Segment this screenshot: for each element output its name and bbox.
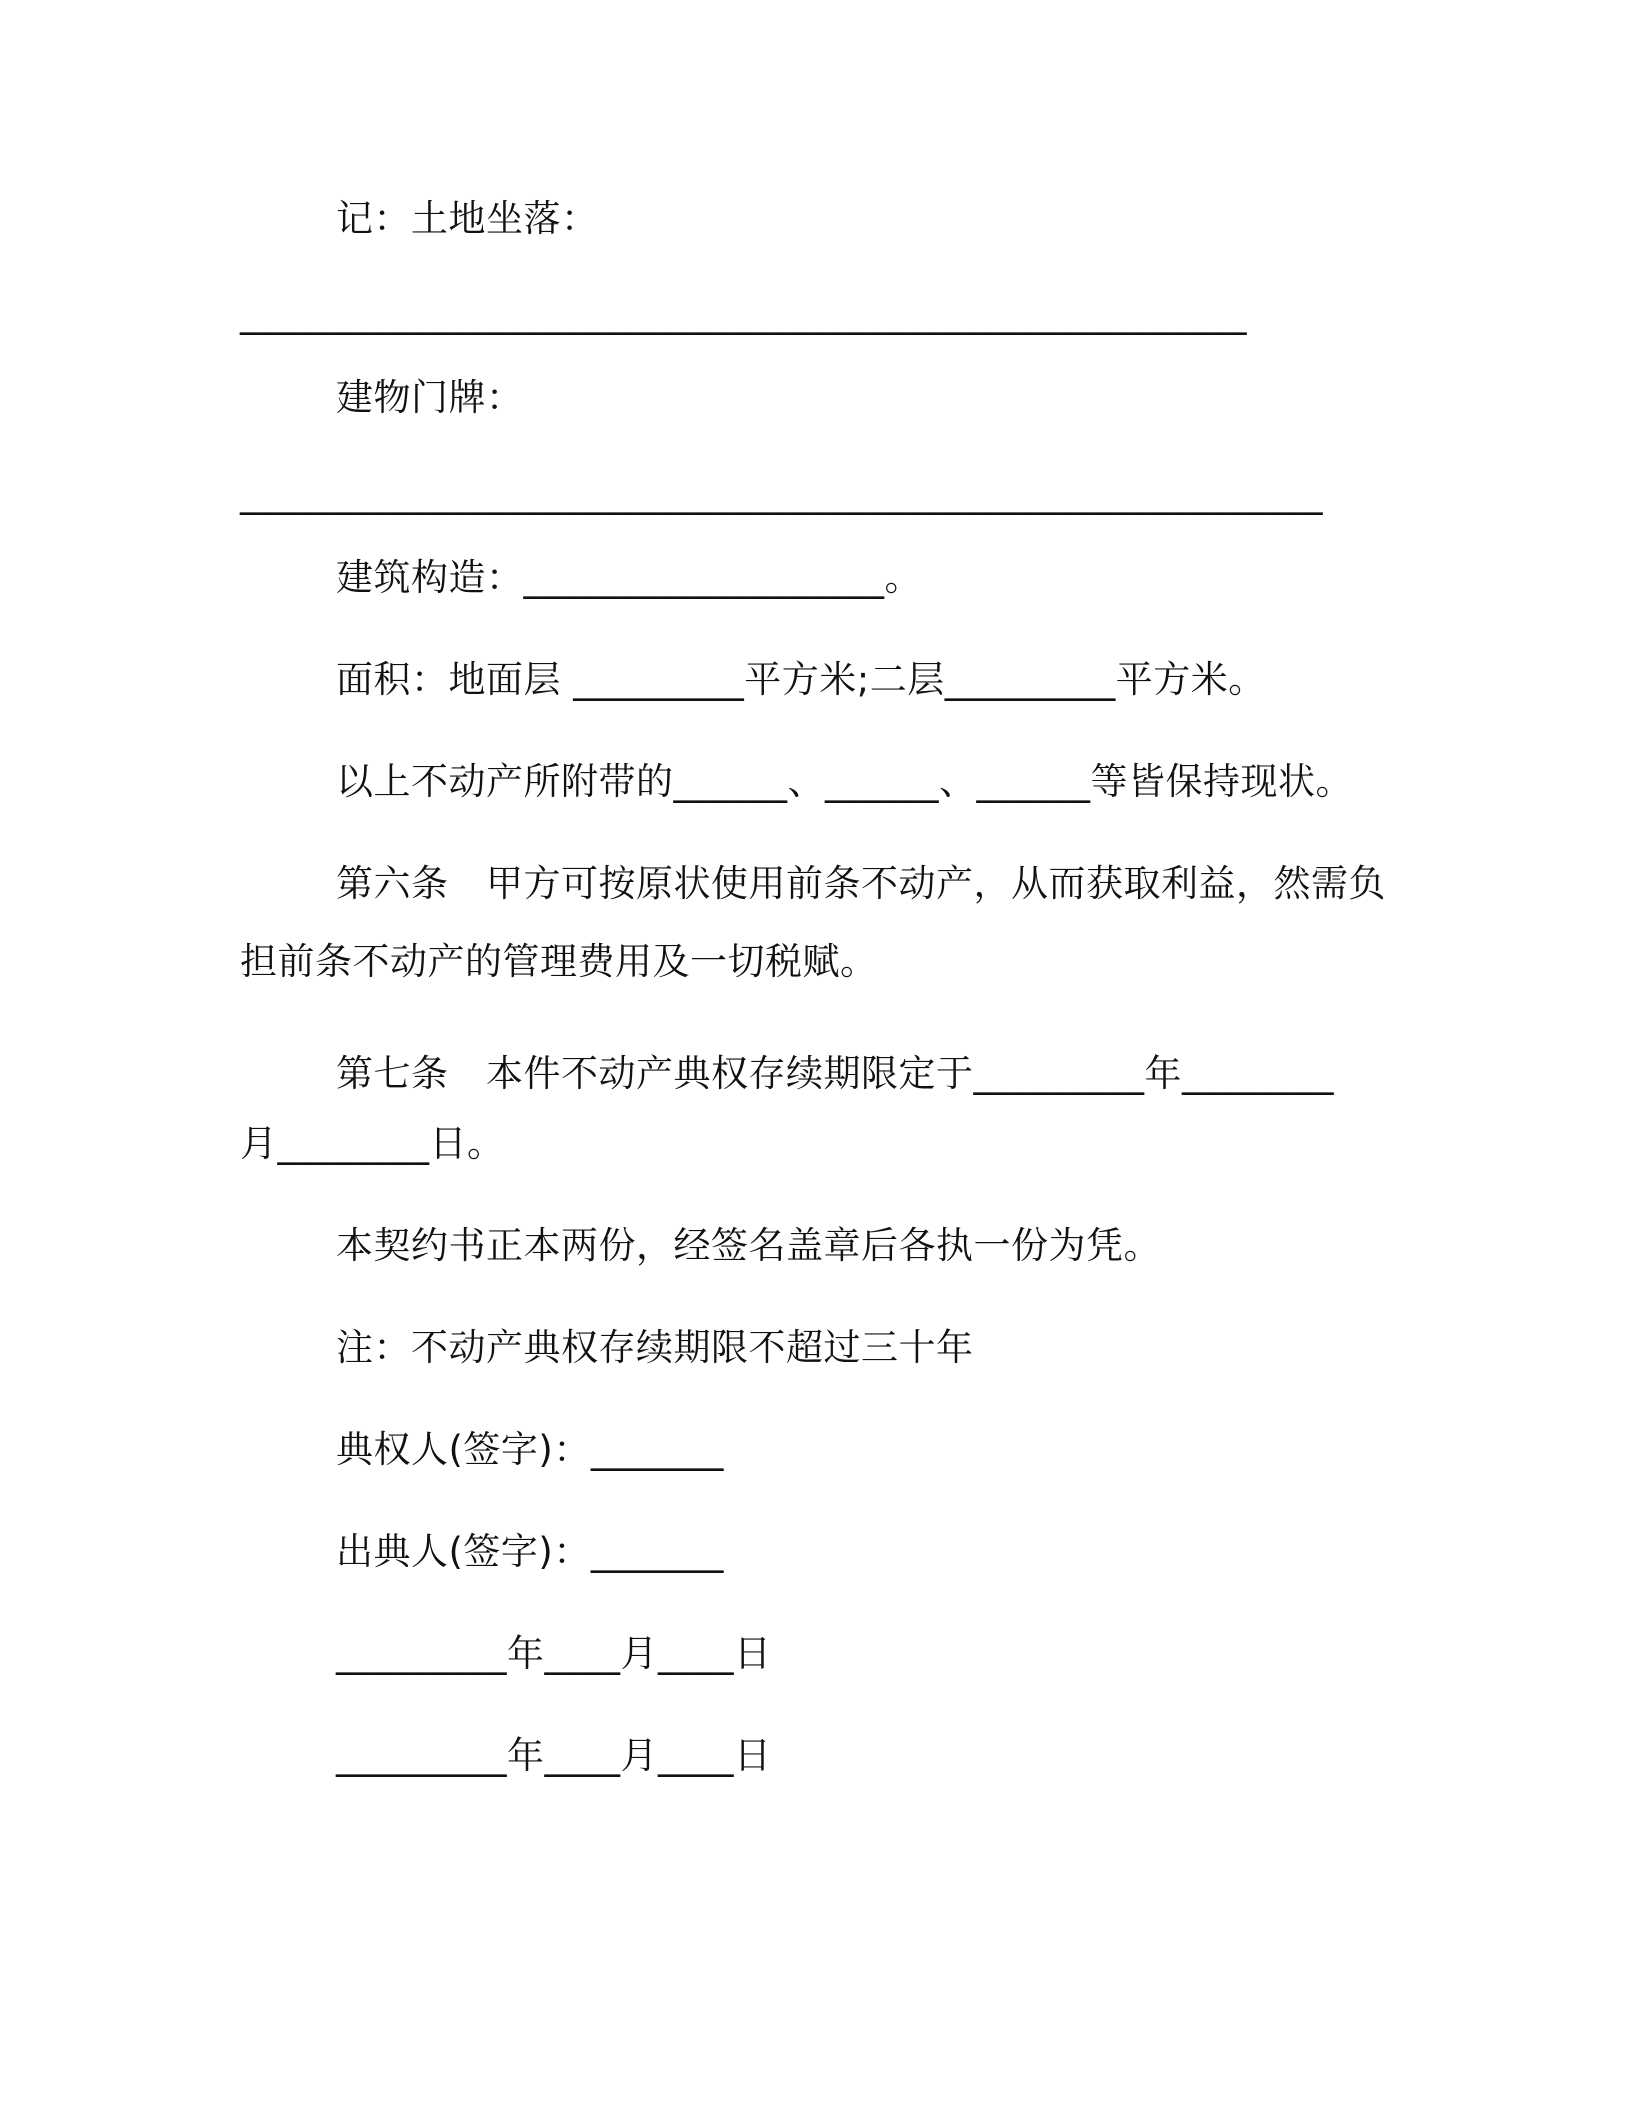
building-plate-label: 建物门牌： [336, 376, 524, 419]
fixtures-line: 以上不动产所附带的______、______、______等皆保持现状。 [336, 760, 1353, 803]
building-plate-blank: _________________________________________________________ [240, 472, 1323, 515]
area-line: 面积：地面层 _________平方米;二层_________平方米。 [336, 658, 1266, 701]
date-line-2: _________年____月____日 [336, 1734, 772, 1777]
article-7-line-2: 月________日。 [240, 1122, 505, 1165]
note-line: 注：不动产典权存续期限不超过三十年 [336, 1326, 974, 1369]
article-7-line-1: 第七条 本件不动产典权存续期限定于_________年________ [336, 1052, 1334, 1095]
mortgagor-signature-line: 出典人(签字)：_______ [336, 1530, 724, 1573]
land-location-blank: _____________________________________________________ [240, 292, 1247, 335]
article-6-line-1: 第六条 甲方可按原状使用前条不动产，从而获取利益，然需负 [336, 862, 1386, 905]
mortgagee-signature-line: 典权人(签字)：_______ [336, 1428, 724, 1471]
copies-line: 本契约书正本两份，经签名盖章后各执一份为凭。 [336, 1224, 1161, 1267]
article-6-line-2: 担前条不动产的管理费用及一切税赋。 [240, 940, 878, 983]
date-line-1: _________年____月____日 [336, 1632, 772, 1675]
land-location-label: 记：土地坐落： [336, 197, 599, 240]
building-structure-line: 建筑构造：___________________。 [336, 556, 922, 599]
